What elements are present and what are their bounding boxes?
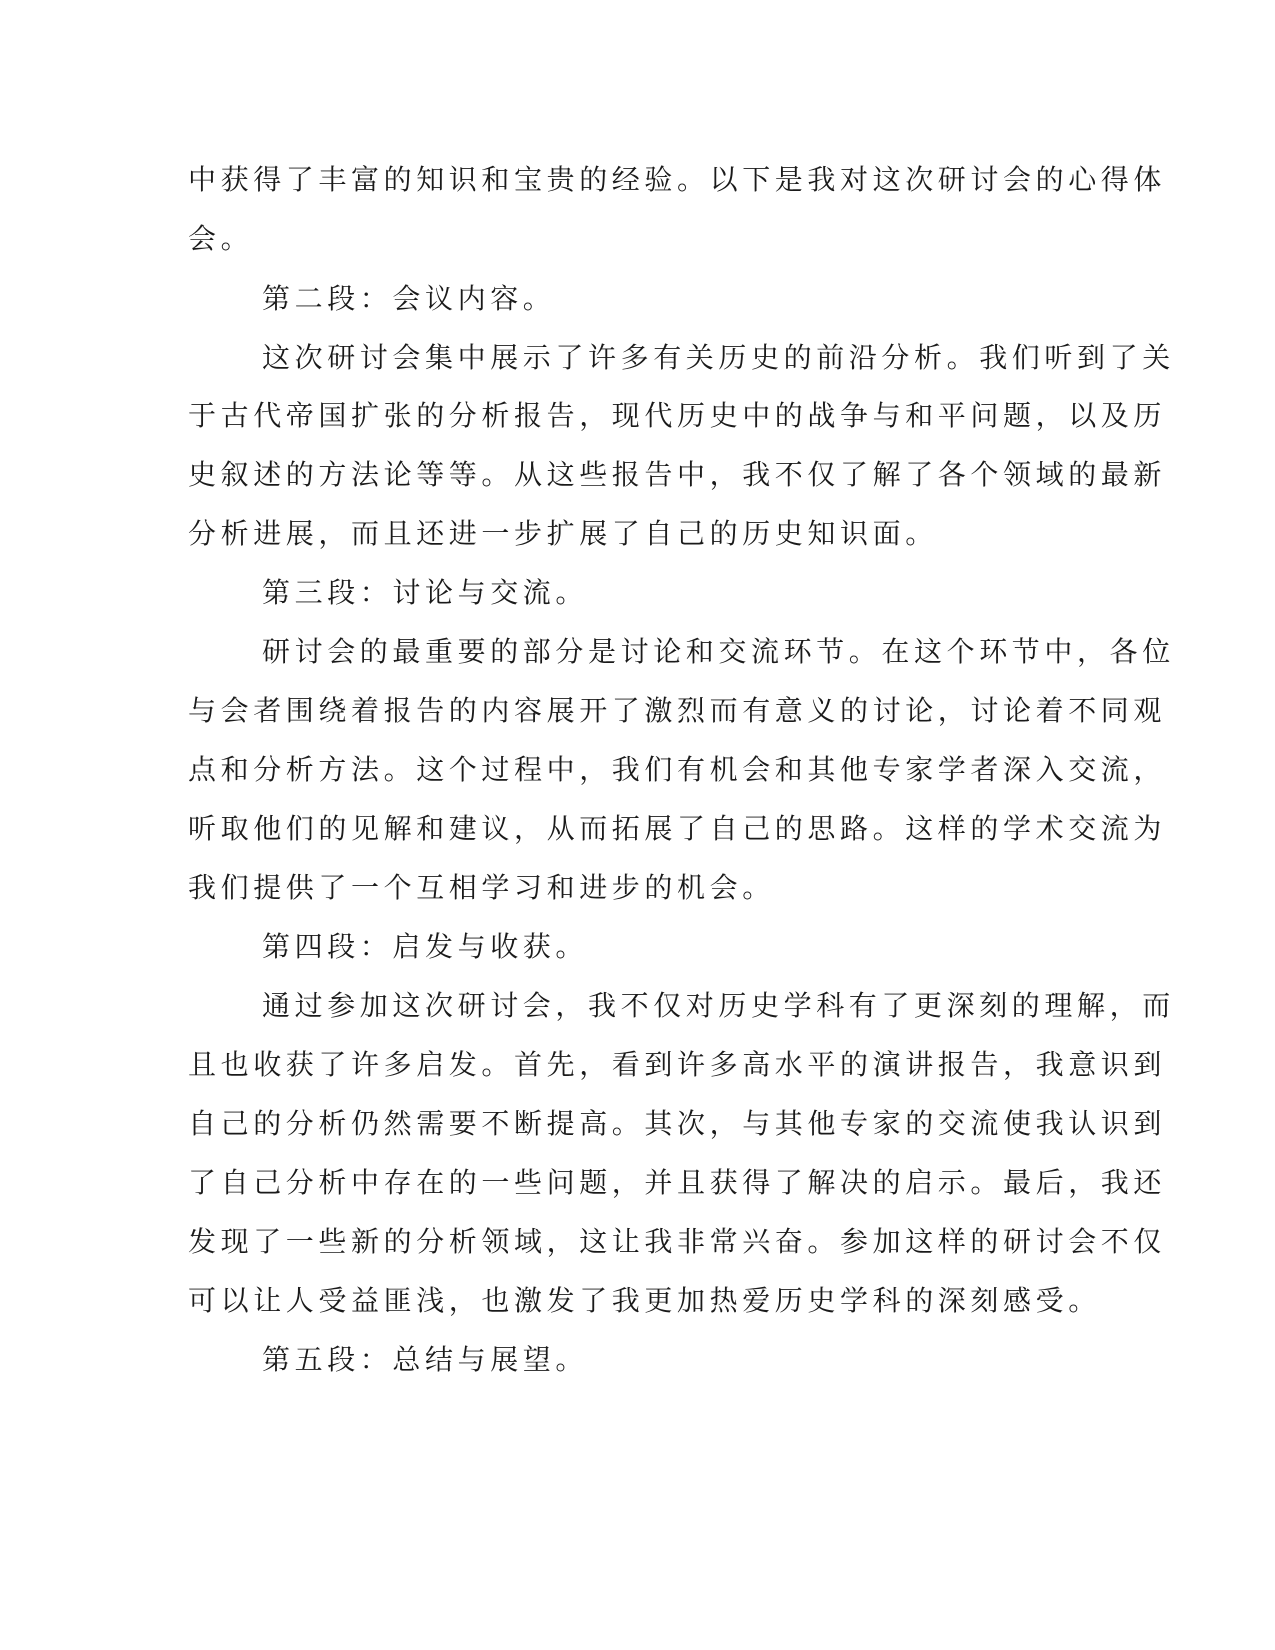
text-line: 研讨会的最重要的部分是讨论和交流环节。在这个环节中，各位 bbox=[262, 635, 1175, 668]
text-line: 了自己分析中存在的一些问题，并且获得了解决的启示。最后，我还 bbox=[188, 1166, 1167, 1199]
section-heading: 第五段：总结与展望。 bbox=[262, 1343, 589, 1376]
section-heading: 第三段：讨论与交流。 bbox=[262, 576, 589, 609]
text-line: 且也收获了许多启发。首先，看到许多高水平的演讲报告，我意识到 bbox=[188, 1048, 1167, 1081]
text-line: 点和分析方法。这个过程中，我们有机会和其他专家学者深入交流， bbox=[188, 753, 1167, 786]
text-line: 我们提供了一个互相学习和进步的机会。 bbox=[188, 871, 775, 904]
text-line: 会。 bbox=[188, 222, 254, 255]
text-line: 发现了一些新的分析领域，这让我非常兴奋。参加这样的研讨会不仅 bbox=[188, 1225, 1167, 1258]
section-heading: 第四段：启发与收获。 bbox=[262, 930, 589, 963]
text-line: 这次研讨会集中展示了许多有关历史的前沿分析。我们听到了关 bbox=[262, 341, 1175, 374]
text-line: 可以让人受益匪浅，也激发了我更加热爱历史学科的深刻感受。 bbox=[188, 1284, 1101, 1317]
text-line: 史叙述的方法论等等。从这些报告中，我不仅了解了各个领域的最新 bbox=[188, 458, 1167, 491]
text-line: 与会者围绕着报告的内容展开了激烈而有意义的讨论，讨论着不同观 bbox=[188, 694, 1167, 727]
text-line: 于古代帝国扩张的分析报告，现代历史中的战争与和平问题，以及历 bbox=[188, 399, 1167, 432]
text-line: 通过参加这次研讨会，我不仅对历史学科有了更深刻的理解，而 bbox=[262, 989, 1175, 1022]
text-line: 中获得了丰富的知识和宝贵的经验。以下是我对这次研讨会的心得体 bbox=[188, 163, 1167, 196]
section-heading: 第二段：会议内容。 bbox=[262, 282, 556, 315]
text-line: 听取他们的见解和建议，从而拓展了自己的思路。这样的学术交流为 bbox=[188, 812, 1167, 845]
text-line: 分析进展，而且还进一步扩展了自己的历史知识面。 bbox=[188, 517, 938, 550]
text-line: 自己的分析仍然需要不断提高。其次，与其他专家的交流使我认识到 bbox=[188, 1107, 1167, 1140]
